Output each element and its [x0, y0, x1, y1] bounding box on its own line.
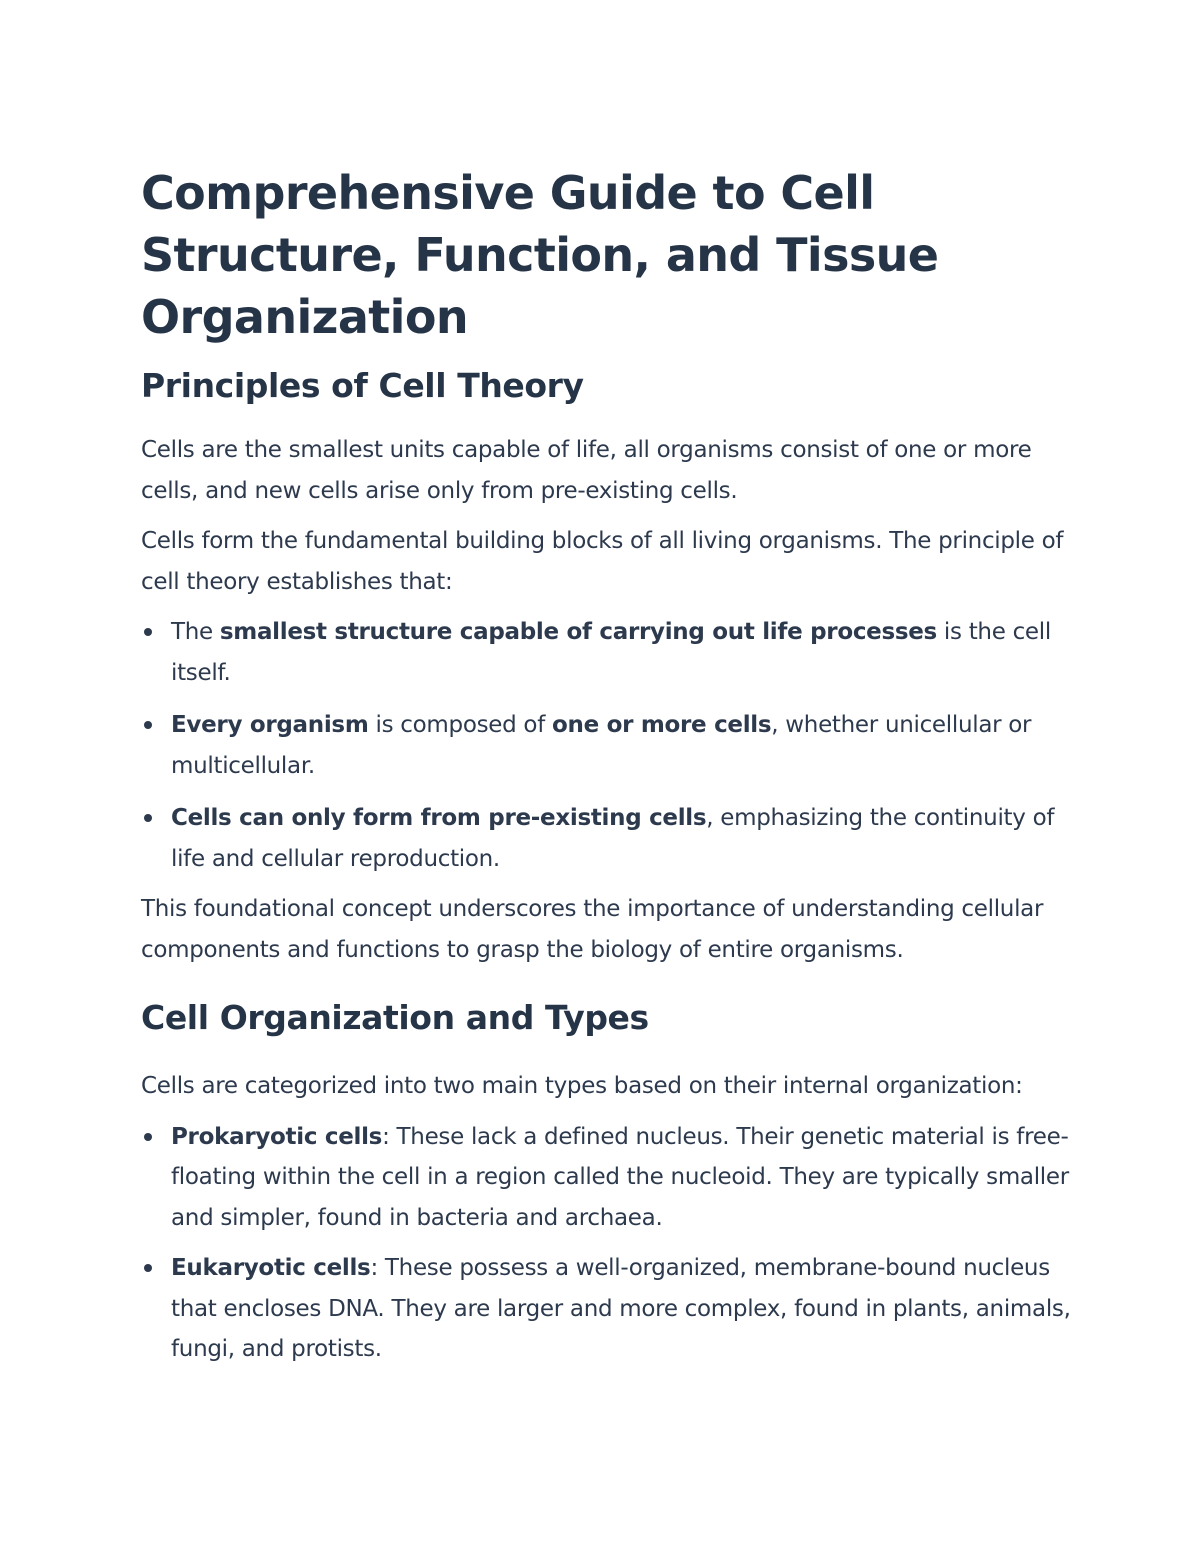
list-item-bold-text: Prokaryotic cells: [171, 1123, 383, 1150]
cell-types-intro-paragraph: Cells are categorized into two main types based on their internal organization:: [141, 1073, 1023, 1099]
document-page: [141, 162, 1071, 1370]
list-item-text: : These lack a defined nucleus. Their genetic material is free-floating within the cell in a region called the nucleoid. They are typically smaller and simpler, found in bacteria and archaea.: [171, 1123, 1069, 1231]
cell-theory-intro-paragraph: Cells form the fundamental building blocks of all living organisms. The principle of cell theory establishes that:: [141, 528, 1064, 595]
list-item-bold-text: Eukaryotic cells: [171, 1255, 371, 1281]
list-item-text: The: [171, 619, 220, 645]
section-heading-cell-theory: Principles of Cell Theory: [141, 366, 584, 405]
section-heading-cell-types: Cell Organization and Types: [141, 998, 649, 1037]
list-item: [141, 798, 1071, 879]
cell-types-list: [141, 1117, 1071, 1370]
list-item-text: : These possess a well-organized, membrane-bound nucleus that encloses DNA. They are larger and more complex, found in plants, animals, fungi, and protists.: [171, 1255, 1071, 1362]
list-item-bold-text: one or more cells: [552, 712, 772, 738]
list-item-text: is the cell itself.: [171, 619, 1051, 686]
list-item-text: , whether unicellular or multicellular.: [171, 712, 1032, 779]
list-item-bold-text: Every organism: [171, 712, 369, 738]
list-item-text: , emphasizing the continuity of life and cellular reproduction.: [171, 805, 1055, 872]
list-item: [141, 705, 1071, 786]
cell-theory-conclusion: This foundational concept underscores the importance of understanding cellular components and functions to grasp the biology of entire organisms.: [141, 896, 1044, 963]
list-item: [141, 1117, 1071, 1239]
list-item: [141, 612, 1071, 693]
list-item: [141, 1248, 1071, 1370]
cell-theory-list: [141, 612, 1071, 879]
list-item-text: is composed of: [368, 712, 553, 738]
list-item-bold-text: smallest structure capable of carrying out life processes: [219, 619, 937, 645]
list-item-bold-text: Cells can only form from pre-existing cells: [171, 805, 707, 831]
cell-theory-summary: Cells are the smallest units capable of life, all organisms consist of one or more cells, and new cells arise only from pre-existing cells.: [141, 437, 1032, 504]
document-title: Comprehensive Guide to Cell Structure, Function, and Tissue Organization: [141, 166, 939, 344]
